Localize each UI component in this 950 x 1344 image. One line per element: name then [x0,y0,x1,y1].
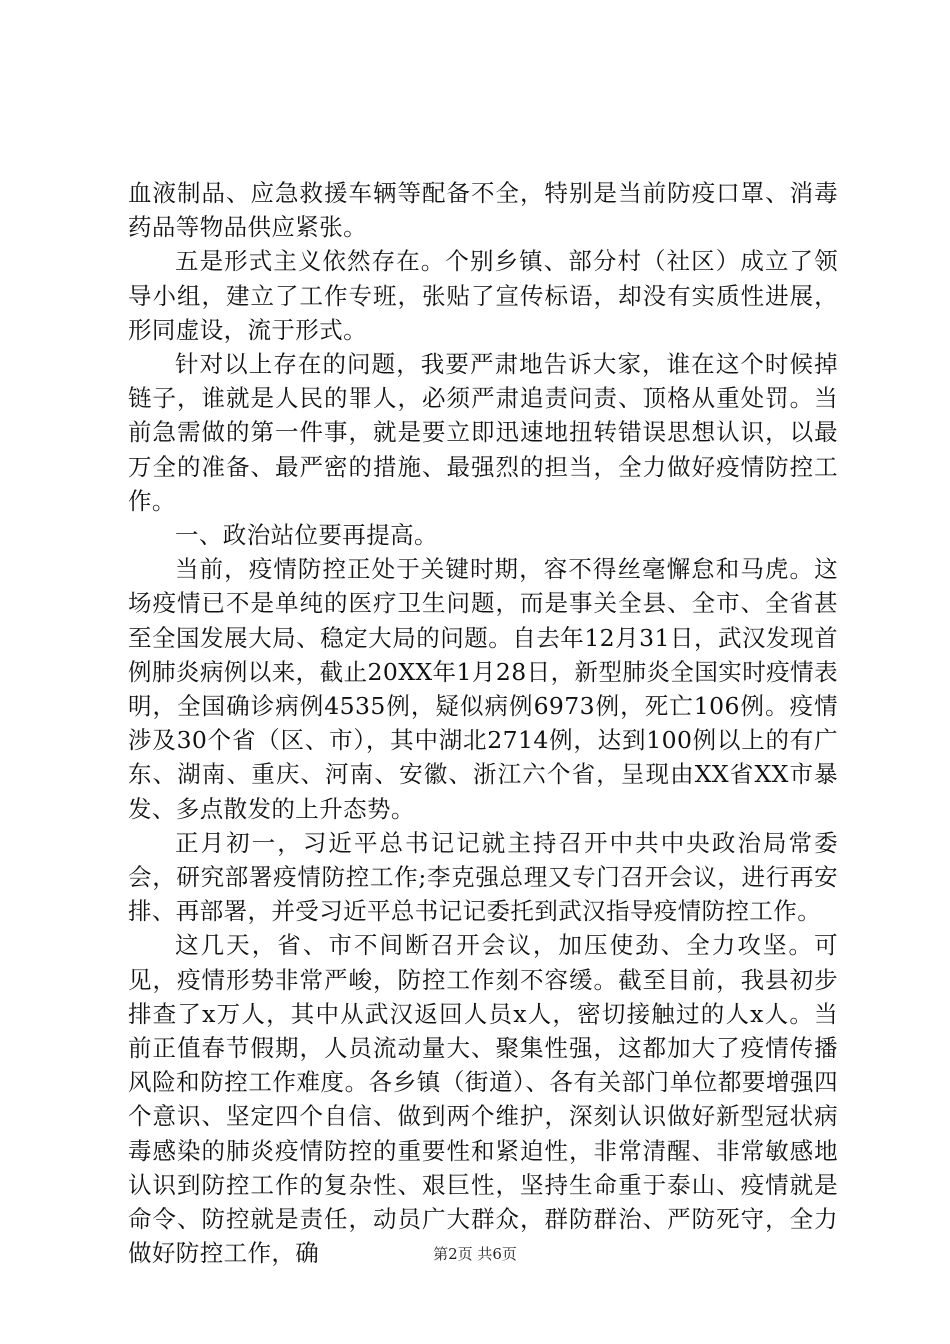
paragraph-county-measures: 这几天，省、市不间断召开会议，加压使劲、全力攻坚。可见，疫情形势非常严峻，防控工作刻不容缓。截至目前，我县初步排查了x万人，其中从武汉返回人员x人，密切接触过的人x人。当前正值春节假期，人员流动量大、聚集性强，这都加大了疫情传播风险和防控工作难度。各乡镇（街道）、各有关部门单位都要增强四个意识、坚定四个自信、做到两个维护，深刻认识做好新型冠状病毒感染的肺炎疫情防控的重要性和紧迫性，非常清醒、非常敏感地认识到防控工作的复杂性、艰巨性，坚持生命重于泰山、疫情就是命令、防控就是责任，动员广大群众，群防群治、严防死守，全力做好防控工作，确 [128,931,838,1268]
paragraph-continuation: 血液制品、应急救援车辆等配备不全，特别是当前防疫口罩、消毒药品等物品供应紧张。 [128,179,838,242]
document-body [128,176,838,1271]
paragraph-accountability: 针对以上存在的问题，我要严肃地告诉大家，谁在这个时候掉链子，谁就是人民的罪人，必须严肃追责问责、顶格从重处罚。当前急需做的第一件事，就是要立即迅速地扭转错误思想认识，以最万全的准备、最严密的措施、最强烈的担当，全力做好疫情防控工作。 [128,350,838,515]
paragraph-formalism: 五是形式主义依然存在。个别乡镇、部分村（社区）成立了领导小组，建立了工作专班，张贴了宣传标语，却没有实质性进展，形同虚设，流于形式。 [128,247,838,344]
section-heading-political-stance: 一、政治站位要再提高。 [175,521,438,550]
paragraph-central-deployment: 正月初一，习近平总书记记就主持召开中共中央政治局常委会，研究部署疫情防控工作;李克强总理又专门召开会议，进行再安排、再部署，并受习近平总书记记委托到武汉指导疫情防控工作。 [128,828,838,926]
paragraph-epidemic-status: 当前，疫情防控正处于关键时期，容不得丝毫懈怠和马虎。这场疫情已不是单纯的医疗卫生问题，而是事关全县、全市、全省甚至全国发展大局、稳定大局的问题。自去年12月31日，武汉发现首例肺炎病例以来，截止20XX年1月28日，新型肺炎全国实时疫情表明，全国确诊病例4535例，疑似病例6973例，死亡106例。疫情涉及30个省（区、市），其中湖北2714例，达到100例以上的有广东、湖南、重庆、河南、安徽、浙江六个省，呈现由XX省XX市暴发、多点散发的上升态势。 [128,555,838,823]
page-number-footer: 第2页 共6页 [433,1245,517,1263]
